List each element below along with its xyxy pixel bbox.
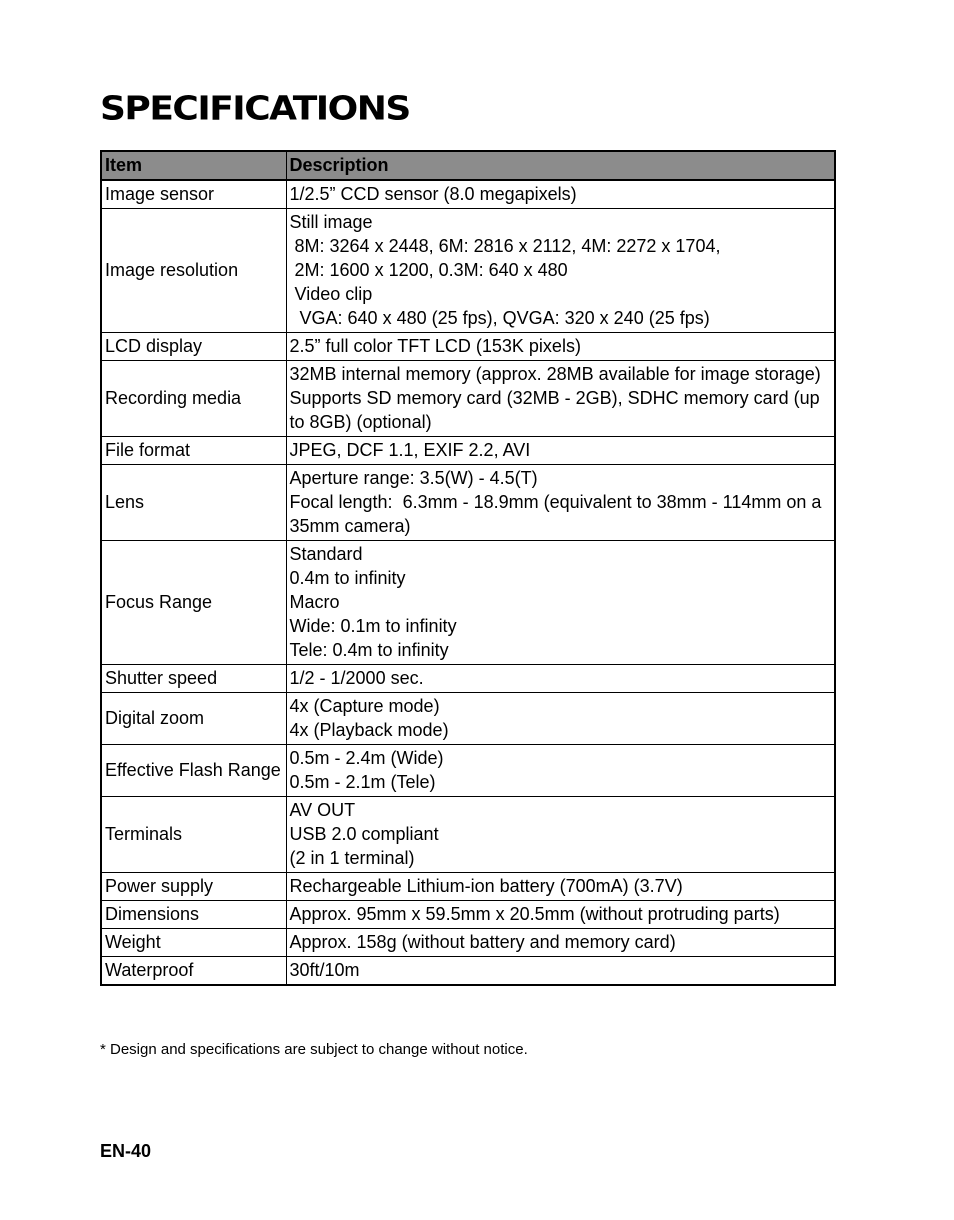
spec-description	[286, 693, 835, 745]
table-body	[101, 180, 835, 985]
spec-description	[286, 465, 835, 541]
description-line: 2M: 1600 x 1200, 0.3M: 640 x 480	[289, 260, 568, 280]
table-row	[101, 465, 835, 541]
spec-item: Lens	[101, 465, 286, 541]
spec-description	[286, 957, 835, 986]
spec-description	[286, 901, 835, 929]
description-line: USB 2.0 compliant	[289, 824, 439, 844]
description-line: Approx. 158g (without battery and memory card)	[289, 932, 676, 952]
table-row	[101, 665, 835, 693]
spec-item: Weight	[101, 929, 286, 957]
description-line: (2 in 1 terminal)	[289, 848, 415, 868]
description-line: Video clip	[289, 284, 373, 304]
spec-description	[286, 209, 835, 333]
spec-item: LCD display	[101, 333, 286, 361]
column-header-item: Item	[101, 151, 286, 180]
description-line: Aperture range: 3.5(W) - 4.5(T)	[289, 468, 538, 488]
spec-description	[286, 745, 835, 797]
table-row	[101, 901, 835, 929]
description-line: 0.5m - 2.4m (Wide)	[289, 748, 444, 768]
description-line: 1/2 - 1/2000 sec.	[289, 668, 424, 688]
footnote: * Design and specifications are subject to change without notice.	[100, 1041, 528, 1058]
description-line: Still image	[289, 212, 373, 232]
spec-item: Recording media	[101, 361, 286, 437]
spec-description	[286, 437, 835, 465]
table-row	[101, 873, 835, 901]
spec-description	[286, 873, 835, 901]
spec-item: Effective Flash Range	[101, 745, 286, 797]
description-line: Supports SD memory card (32MB - 2GB), SDHC memory card (up to 8GB) (optional)	[289, 388, 825, 432]
specifications-table	[100, 150, 836, 986]
description-line: 4x (Playback mode)	[289, 720, 449, 740]
table-header-row	[101, 151, 835, 180]
spec-item: Image resolution	[101, 209, 286, 333]
table-row	[101, 180, 835, 209]
spec-item: Waterproof	[101, 957, 286, 986]
description-line: 2.5” full color TFT LCD (153K pixels)	[289, 336, 581, 356]
spec-item: Digital zoom	[101, 693, 286, 745]
description-line: 1/2.5” CCD sensor (8.0 megapixels)	[289, 184, 577, 204]
description-line: 30ft/10m	[289, 960, 360, 980]
spec-item: Image sensor	[101, 180, 286, 209]
table-row	[101, 437, 835, 465]
spec-item: Power supply	[101, 873, 286, 901]
table-row	[101, 745, 835, 797]
spec-item: Terminals	[101, 797, 286, 873]
spec-description	[286, 180, 835, 209]
description-line: AV OUT	[289, 800, 356, 820]
column-header-description: Description	[286, 151, 835, 180]
spec-description	[286, 541, 835, 665]
description-line: VGA: 640 x 480 (25 fps), QVGA: 320 x 240 (25 fps)	[289, 308, 710, 328]
table-row	[101, 361, 835, 437]
table-row	[101, 957, 835, 986]
description-line: Rechargeable Lithium-ion battery (700mA) (3.7V)	[289, 876, 683, 896]
spec-description	[286, 797, 835, 873]
table-row	[101, 333, 835, 361]
table-row	[101, 693, 835, 745]
description-line: Approx. 95mm x 59.5mm x 20.5mm (without protruding parts)	[289, 904, 780, 924]
description-line: Macro	[289, 592, 340, 612]
table-row	[101, 541, 835, 665]
spec-description	[286, 929, 835, 957]
description-line: Focal length: 6.3mm - 18.9mm (equivalent to 38mm - 114mm on a 35mm camera)	[289, 492, 832, 536]
table-row	[101, 929, 835, 957]
spec-item: Dimensions	[101, 901, 286, 929]
spec-item: Shutter speed	[101, 665, 286, 693]
spec-description	[286, 333, 835, 361]
description-line: 32MB internal memory (approx. 28MB available for image storage)	[289, 364, 821, 384]
page-number: EN-40	[100, 1141, 152, 1161]
spec-item: File format	[101, 437, 286, 465]
table-row	[101, 797, 835, 873]
description-line: 4x (Capture mode)	[289, 696, 440, 716]
table-row	[101, 209, 835, 333]
description-line: Tele: 0.4m to infinity	[289, 640, 449, 660]
description-line: Wide: 0.1m to infinity	[289, 616, 457, 636]
description-line: 8M: 3264 x 2448, 6M: 2816 x 2112, 4M: 2272 x 1704,	[289, 236, 721, 256]
spec-description	[286, 361, 835, 437]
description-line: 0.5m - 2.1m (Tele)	[289, 772, 436, 792]
description-line: 0.4m to infinity	[289, 568, 406, 588]
spec-item: Focus Range	[101, 541, 286, 665]
description-line: Standard	[289, 544, 363, 564]
spec-description	[286, 665, 835, 693]
description-line: JPEG, DCF 1.1, EXIF 2.2, AVI	[289, 440, 531, 460]
page-title: SPECIFICATIONS	[100, 89, 410, 128]
